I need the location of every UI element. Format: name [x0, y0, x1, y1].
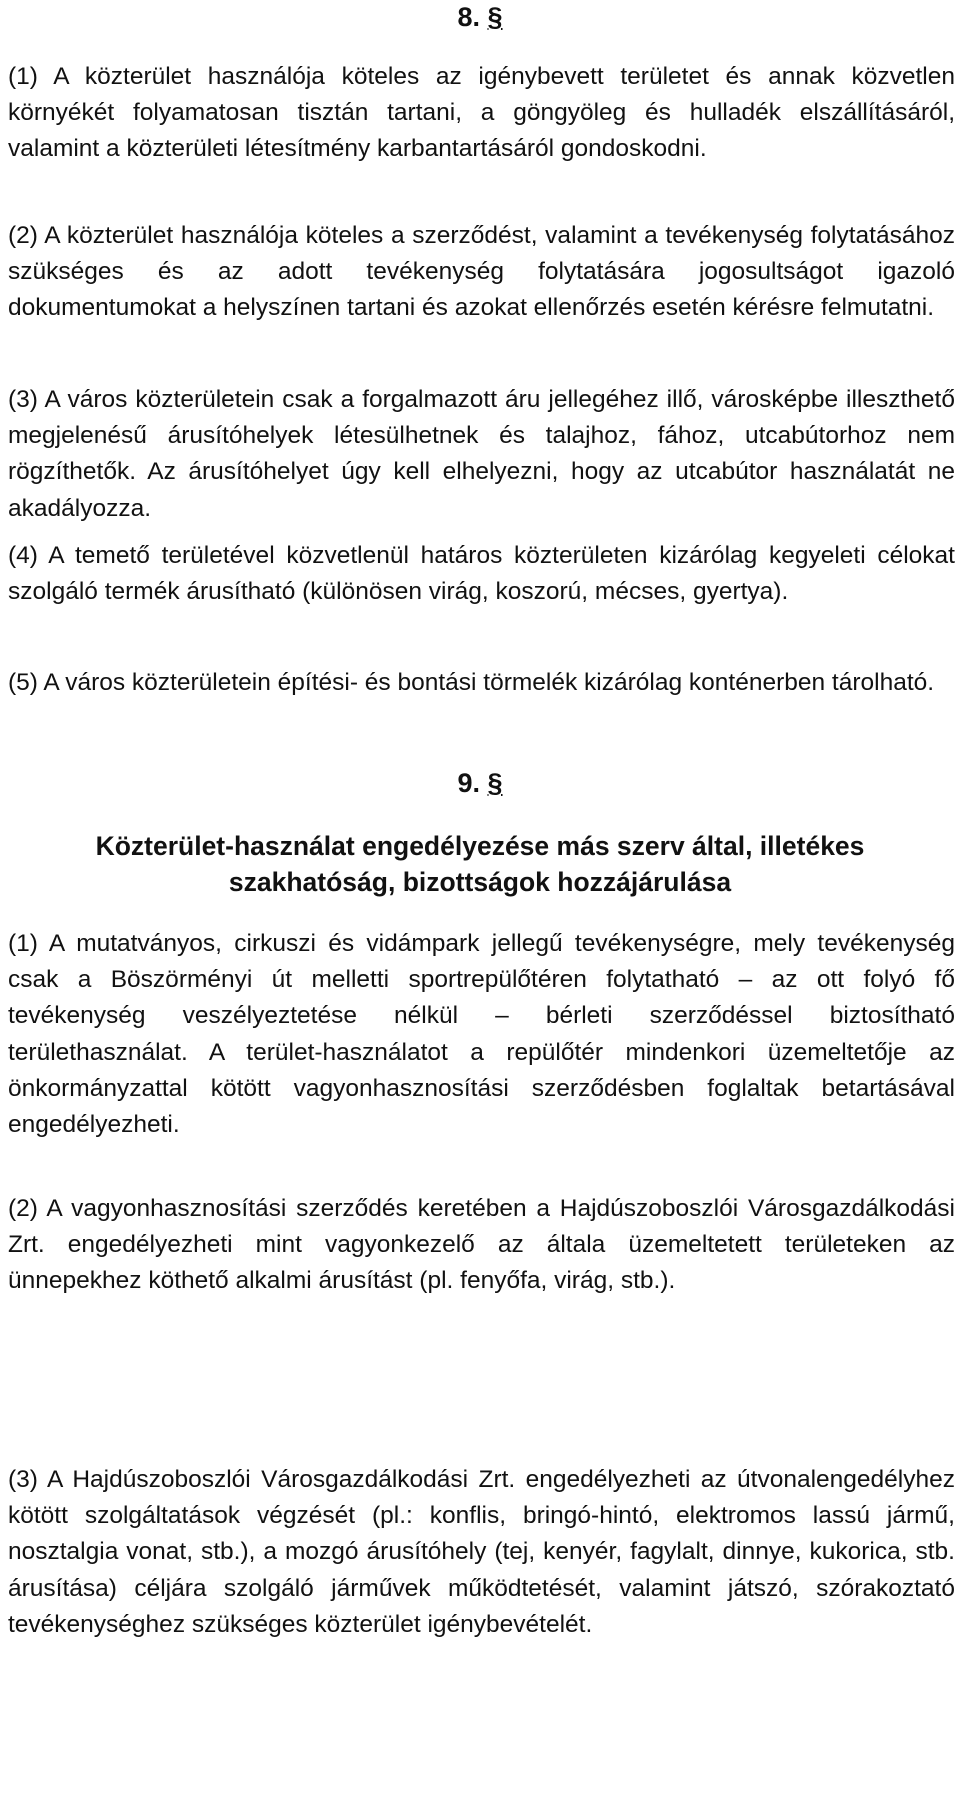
section-9-symbol: §	[487, 768, 503, 798]
section-9-number: 9.	[457, 768, 480, 798]
section-9-paragraph-1: (1) A mutatványos, cirkuszi és vidámpark jellegű tevékenységre, mely tevékenység csak a Böszörményi út melletti sportrepülőtéren folytatható – az ott folyó fő tevékenység veszélyeztetése nélkül – bérleti szerződéssel biztosítható területhasználat. A terület-használatot a repülőtér mindenkori üzemeltetője az önkormányzattal kötött vagyonhasznosítási szerződésben foglaltak betartásával engedélyezheti.	[8, 930, 955, 1139]
section-8-paragraph-4: (4) A temető területével közvetlenül határos közterületen kizárólag kegyeleti célokat szolgáló termék árusítható (különösen virág, koszorú, mécses, gyertya).	[8, 542, 955, 606]
section-8-paragraph-1: (1) A közterület használója köteles az igénybevett területet és annak közvetlen környékét folyamatosan tisztán tartani, a göngyöleg és hulladék elszállításáról, valamint a közterületi létesítmény karbantartásáról gondoskodni.	[8, 63, 955, 163]
section-9-heading	[0, 766, 960, 800]
section-8-paragraph-2: (2) A közterület használója köteles a szerződést, valamint a tevékenység folytatásához szükséges és az adott tevékenység folytatására jogosultságot igazoló dokumentumokat a helyszínen tartani és azokat ellenőrzés esetén kérésre felmutatni.	[8, 222, 955, 322]
section-8-number: 8.	[457, 2, 480, 32]
section-9-paragraph-3: (3) A Hajdúszoboszlói Városgazdálkodási Zrt. engedélyezheti az útvonalengedélyhez kötött szolgáltatások végzését (pl.: konflis, bringó-hintó, elektromos lassú jármű, nosztalgia vonat, stb.), a mozgó árusítóhely (tej, kenyér, fagylalt, dinnye, kukorica, stb. árusítása) céljára szolgáló járművek működtetését, valamint játszó, szórakoztató tevékenységhez szükséges közterület igénybevételét.	[8, 1466, 955, 1638]
section-8-paragraph-3: (3) A város közterületein csak a forgalmazott áru jellegéhez illő, városképbe illeszthető megjelenésű árusítóhelyek létesülhetnek és talajhoz, fához, utcabútorhoz nem rögzíthetők. Az árusítóhelyet úgy kell elhelyezni, hogy az utcabútor használatát ne akadályozza.	[8, 386, 955, 522]
section-9-paragraph-2: (2) A vagyonhasznosítási szerződés keretében a Hajdúszoboszlói Városgazdálkodási Zrt. engedélyezheti mint vagyonkezelő az általa üzemeltetett területeken az ünnepekhez köthető alkalmi árusítást (pl. fenyőfa, virág, stb.).	[8, 1195, 955, 1295]
section-8-paragraph-5: (5) A város közterületein építési- és bontási törmelék kizárólag konténerben tárolható.	[8, 669, 935, 696]
section-8-heading	[0, 0, 960, 34]
section-8-symbol: §	[487, 2, 503, 32]
section-9-title: Közterület-használat engedélyezése más szerv által, illetékes szakhatóság, bizottságok hozzájárulása	[95, 831, 865, 897]
